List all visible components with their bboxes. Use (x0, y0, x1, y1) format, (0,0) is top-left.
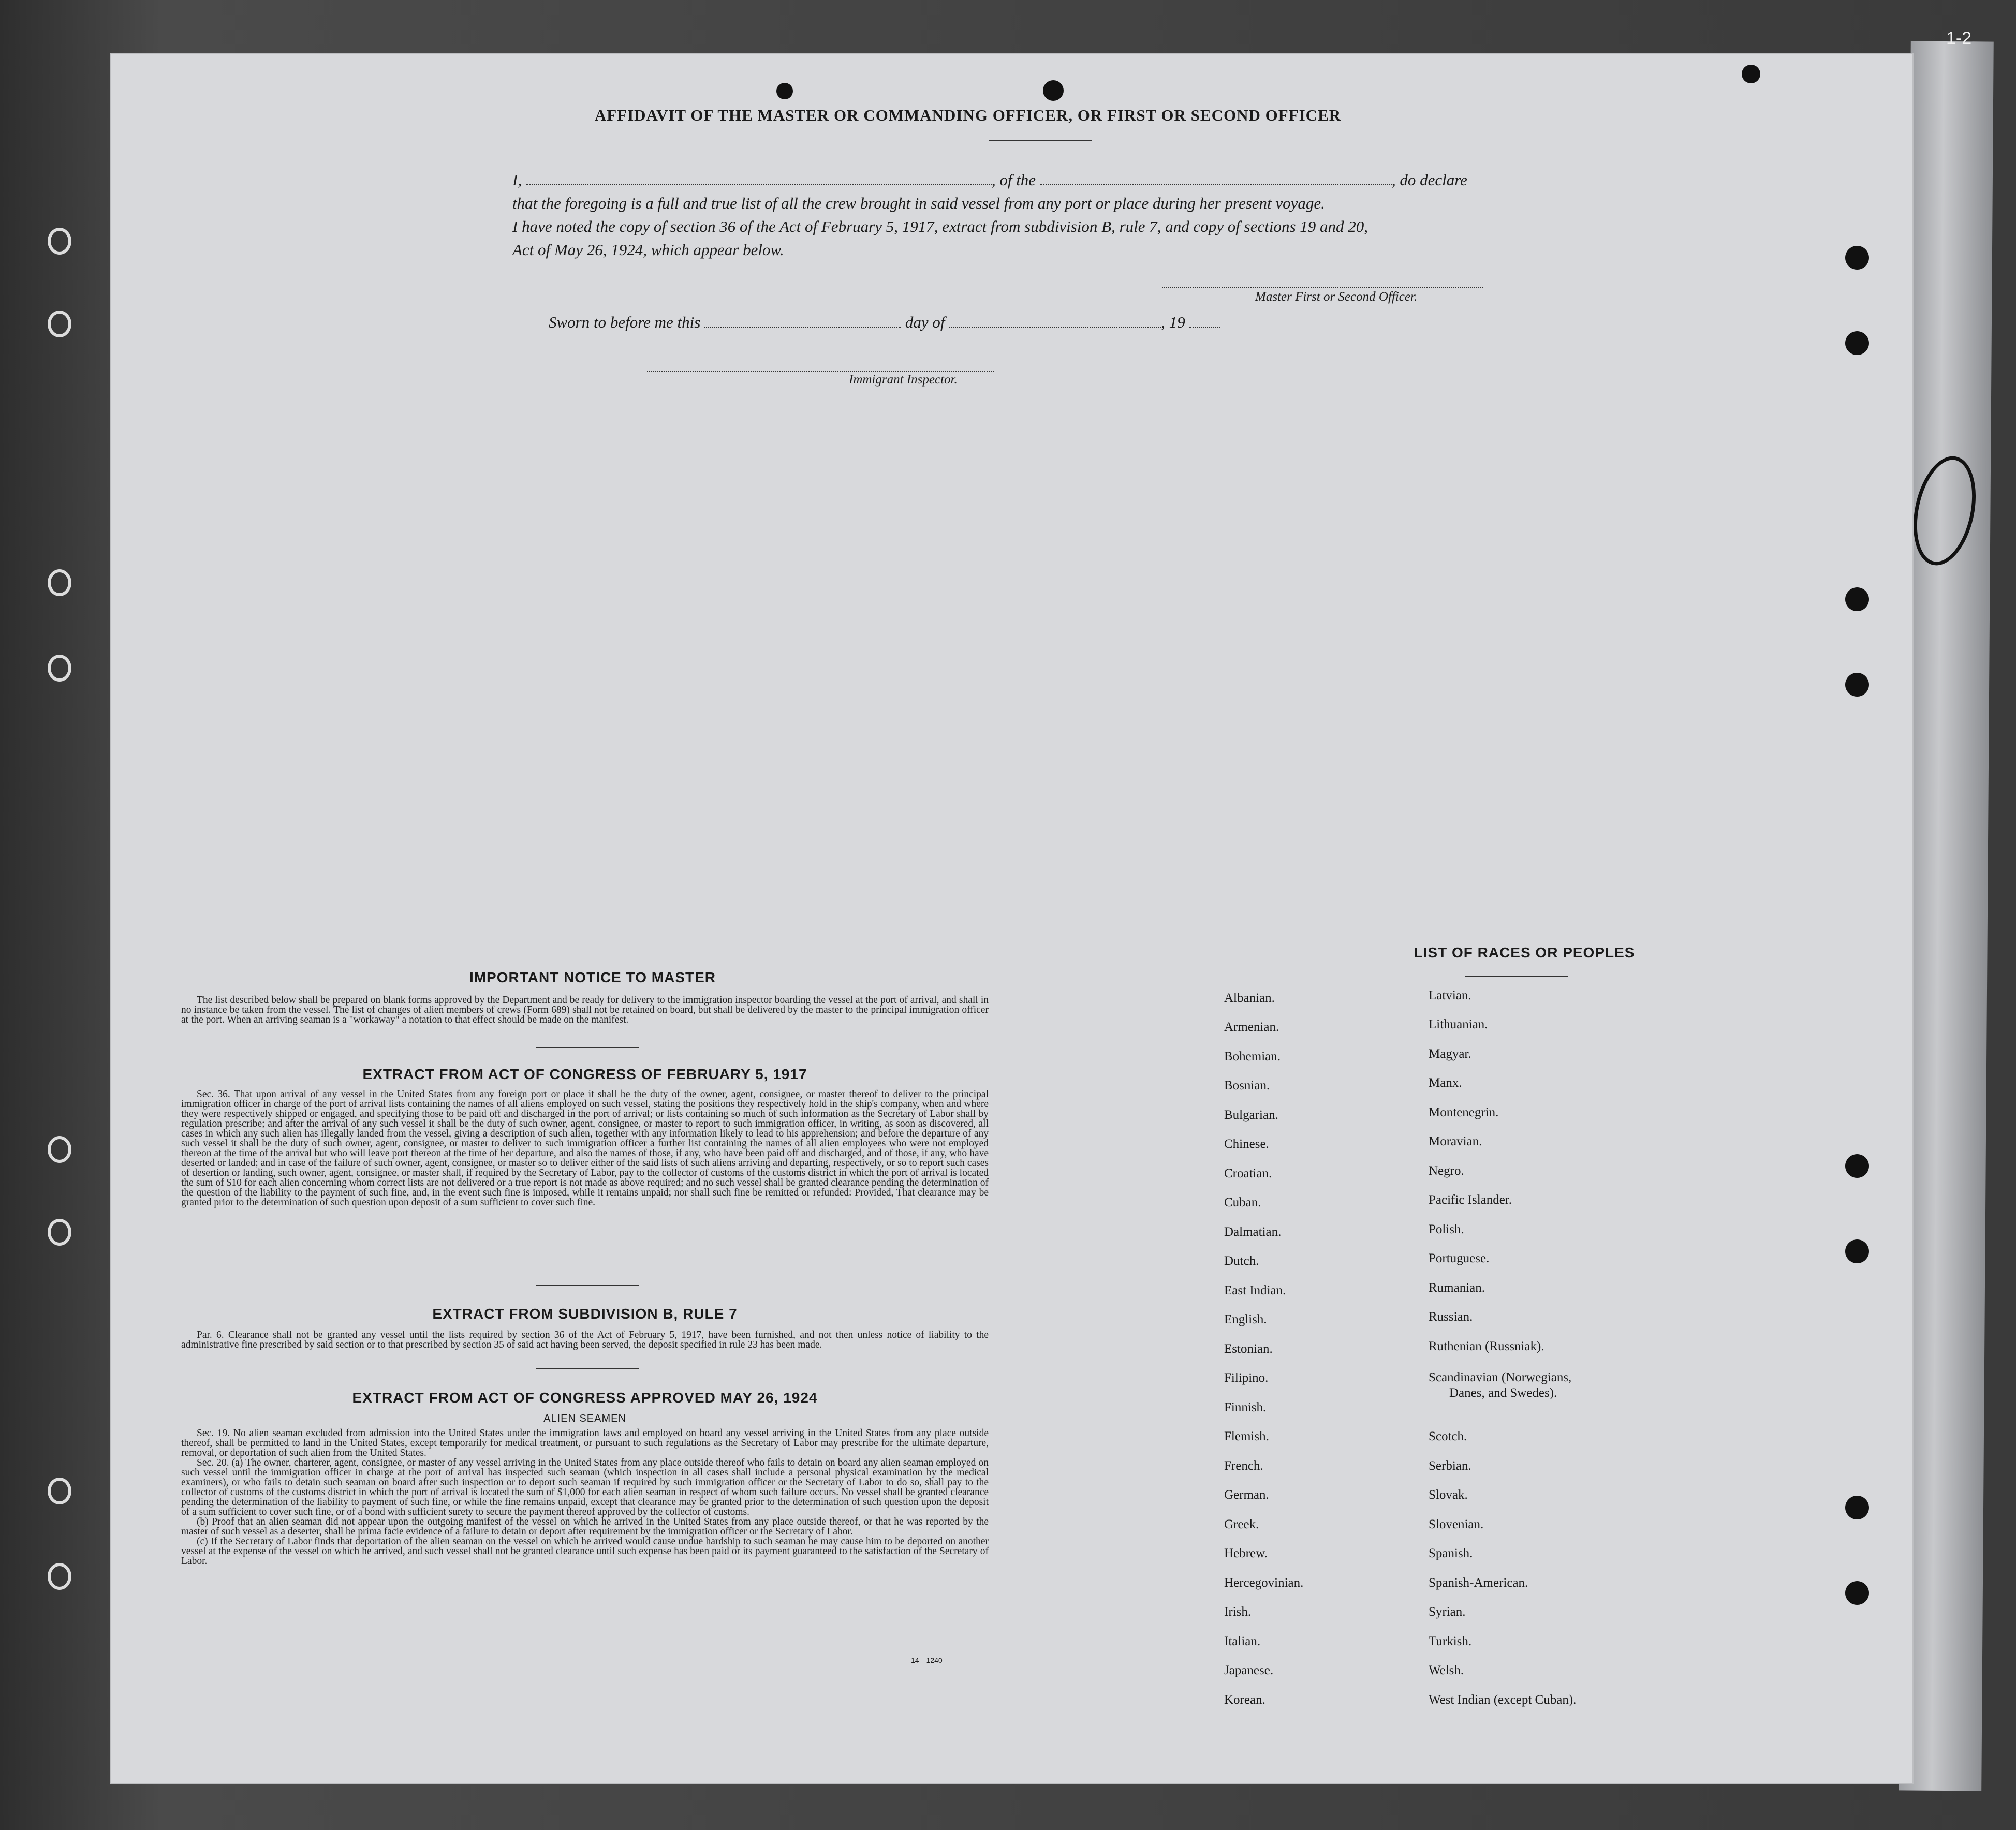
binder-hole (48, 228, 71, 255)
races-title: LIST OF RACES OR PEOPLES (1414, 944, 1635, 961)
race-item: Greek. (1224, 1517, 1259, 1531)
affidavit-line4: Act of May 26, 1924, which appear below. (512, 241, 784, 259)
sec20c-paragraph: (c) If the Secretary of Labor finds that deportation of the alien seaman on the vessel on which he arrived would cause undue hardship to such seaman he may cause him to be deported on another vessel at the expense of the vessel on which he arrived, and such vessel shall not be granted clearance until such expense has been paid or its payment guaranteed to the satisfaction of the Secretary of Labor. (181, 1536, 989, 1567)
race-item: Moravian. (1429, 1134, 1482, 1148)
rule7-title: EXTRACT FROM SUBDIVISION B, RULE 7 (432, 1306, 738, 1322)
handwritten-corner-note: 1-2 (1946, 28, 1972, 48)
vessel-blank (1040, 171, 1392, 185)
sworn-day-of: day of (905, 313, 945, 331)
punch-hole (1845, 1581, 1869, 1605)
race-item: Japanese. (1224, 1663, 1274, 1677)
sworn-month-blank (949, 313, 1161, 328)
race-item: Manx. (1429, 1076, 1462, 1090)
race-item: Slovak. (1429, 1488, 1468, 1502)
notice-text (181, 995, 989, 1025)
race-item: Bohemian. (1224, 1050, 1281, 1064)
sworn-text: Sworn to before me this (549, 313, 701, 331)
binder-hole (48, 311, 71, 337)
inspector-signature-label: Immigrant Inspector. (849, 373, 958, 387)
punch-hole (1845, 246, 1869, 270)
sec20b-paragraph: (b) Proof that an alien seaman did not appear upon the outgoing manifest of the vessel on which he arrived in the United States from any place outside thereof, or that he was reported by the master of such vessel as a deserter, shall be prima facie evidence of a failure to detain or deport after requirement by the immigration officer or the Secretary of Labor. (181, 1516, 989, 1537)
master-signature-label: Master First or Second Officer. (1255, 290, 1418, 304)
master-signature-line (1162, 287, 1483, 288)
sec19-paragraph: Sec. 19. No alien seaman excluded from admission into the United States under the immigration laws and employed on board any vessel arriving in the United States from any place outside thereof, shall be permitted to land in the United States, except temporarily for medical treatment, or pursuant to such regulations as the Secretary of Labor may prescribe for the ultimate departure, removal, or deportation of such alien from the United States. (181, 1428, 989, 1458)
race-item: Armenian. (1224, 1020, 1279, 1034)
race-item: Ruthenian (Russniak). (1429, 1339, 1544, 1353)
race-item: Polish. (1429, 1222, 1464, 1236)
races-divider (1465, 976, 1568, 977)
race-item: Scotch. (1429, 1429, 1467, 1443)
affidavit-declare: , do declare (1391, 171, 1467, 189)
title-underline (989, 140, 1092, 141)
affidavit-title: AFFIDAVIT OF THE MASTER OR COMMANDING OFFICER, OR FIRST OR SECOND OFFICER (594, 106, 1342, 124)
race-item: German. (1224, 1488, 1269, 1502)
race-item: Dalmatian. (1224, 1225, 1282, 1239)
binder-hole (48, 1219, 71, 1246)
races-right-column (1429, 988, 1739, 1765)
notice-paragraph: The list described below shall be prepared on blank forms approved by the Department and be ready for delivery to the immigration inspector boarding the vessel at the port of arrival, and shall in no instance be taken from the vessel. The list of changes of alien members of crews (Form 689) shall not be retained on board, but shall be delivered by the master to the principal immigration officer at the port. When an arriving seaman is a "workaway" a notation to that effect should be made on the manifest. (181, 995, 989, 1025)
race-item: Spanish. (1429, 1546, 1473, 1560)
race-item: West Indian (except Cuban). (1429, 1693, 1577, 1707)
race-item: Pacific Islander. (1429, 1193, 1512, 1207)
race-item: Hebrew. (1224, 1546, 1268, 1560)
form-number: 14—1240 (911, 1656, 943, 1664)
sworn-year: , 19 (1161, 313, 1185, 331)
extract-1924-title: EXTRACT FROM ACT OF CONGRESS APPROVED MAY 26, 1924 (352, 1390, 818, 1406)
race-item: Magyar. (1429, 1047, 1471, 1061)
underlying-page-edge (1899, 41, 1994, 1791)
manifest-page (111, 54, 1912, 1783)
inspector-signature-line (647, 371, 994, 372)
binder-hole (48, 1478, 71, 1504)
affidavit-line2: that the foregoing is a full and true list of all the crew brought in said vessel from any port or place during her present voyage. (512, 194, 1325, 212)
races-left-column (1224, 991, 1421, 1767)
race-item: Chinese. (1224, 1137, 1269, 1151)
race-item: Croatian. (1224, 1167, 1272, 1180)
race-item: Russian. (1429, 1310, 1473, 1324)
race-item: French. (1224, 1459, 1263, 1473)
race-item: Spanish-American. (1429, 1576, 1528, 1590)
extract-1917-divider (536, 1285, 639, 1286)
binder-hole (48, 1563, 71, 1590)
race-item: Negro. (1429, 1164, 1464, 1178)
race-item: English. (1224, 1312, 1267, 1326)
race-item: Finnish. (1224, 1400, 1267, 1414)
punch-hole (1845, 673, 1869, 697)
race-item: Filipino. (1224, 1371, 1269, 1385)
race-item: Welsh. (1429, 1663, 1464, 1677)
race-item: Albanian. (1224, 991, 1275, 1005)
extract-1917-title: EXTRACT FROM ACT OF CONGRESS OF FEBRUARY 5, 1917 (362, 1066, 807, 1082)
notice-title: IMPORTANT NOTICE TO MASTER (469, 969, 716, 985)
race-item: Montenegrin. (1429, 1105, 1499, 1119)
punch-hole (1845, 331, 1869, 355)
notice-divider (536, 1047, 639, 1048)
race-item: Slovenian. (1429, 1517, 1484, 1531)
affidavit-i: I, (512, 171, 522, 189)
race-item: Turkish. (1429, 1634, 1472, 1648)
race-item: Italian. (1224, 1634, 1261, 1648)
race-item: Dutch. (1224, 1254, 1259, 1268)
race-item: Rumanian. (1429, 1281, 1485, 1295)
race-item: Cuban. (1224, 1196, 1261, 1209)
binder-hole (48, 569, 71, 596)
race-item: Hercegovinian. (1224, 1576, 1304, 1590)
sworn-year-blank (1189, 313, 1220, 328)
race-item: Estonian. (1224, 1342, 1273, 1356)
race-item: Bosnian. (1224, 1079, 1270, 1093)
race-item: Korean. (1224, 1693, 1265, 1707)
race-item: Irish. (1224, 1605, 1252, 1619)
sworn-day-blank (704, 313, 901, 328)
race-item: Bulgarian. (1224, 1108, 1278, 1122)
race-item: East Indian. (1224, 1283, 1286, 1297)
race-item: Scandinavian (Norwegians, (1429, 1370, 1572, 1384)
staple-hole (776, 83, 793, 99)
staple-hole (1742, 65, 1760, 83)
punch-hole (1845, 1496, 1869, 1519)
race-item: Syrian. (1429, 1605, 1466, 1619)
binder-hole (48, 655, 71, 682)
rule7-text (181, 1330, 989, 1350)
rule7-paragraph: Par. 6. Clearance shall not be granted any vessel until the lists required by section 36 of the Act of February 5, 1917, have been furnished, and not then unless notice of liability to the administrative fine prescribed by said section or to that prescribed by section 35 of said act having been served, the deposit specified in rule 23 has been made. (181, 1330, 989, 1350)
punch-hole (1845, 587, 1869, 611)
race-item: Lithuanian. (1429, 1017, 1488, 1031)
race-item: Latvian. (1429, 988, 1471, 1002)
punch-hole (1845, 1154, 1869, 1178)
binder-hole (48, 1136, 71, 1163)
affidavit-text (512, 168, 1496, 261)
sec20a-paragraph: Sec. 20. (a) The owner, charterer, agent, consignee, or master of any vessel arriving in the United States from any place outside thereof who fails to detain on board any alien seaman employed on such vessel until the immigration officer in charge at the port of arrival has inspected such seaman (which inspection in all cases shall include a personal physical examination by the medical examiners), or who fails to detain such seaman on board after such inspection or to deport such seaman if required by such immigration officer or the Secretary of Labor to do so, shall pay to the collector of customs of the customs district in which the port of arrival is located the sum of $1,000 for each alien seaman in respect of whom such failure occurs. No vessel shall be granted clearance pending the determination of the liability to payment of such fine, or while the fine remains unpaid, except that clearance may be granted prior to the determination of such question upon the deposit of a sum sufficient to cover such fine, or of a bond with sufficient surety to secure the payment thereof approved by the collector of customs. (181, 1457, 989, 1517)
race-item: Flemish. (1224, 1429, 1269, 1443)
sworn-line (549, 311, 1532, 334)
race-item: Danes, and Swedes). (1449, 1386, 1557, 1400)
extract-1917-paragraph: Sec. 36. That upon arrival of any vessel in the United States from any foreign port or place it shall be the duty of the owner, agent, consignee, or master thereof to deliver to the principal immigration officer in charge of the port of arrival lists containing the names of all aliens employed on such vessel, stating the positions they respectively hold in the ship's company, when and where they were respectively shipped or engaged, and specifying those to be paid off and discharged in the port of arrival; or lists containing so much of such information as the Secretary of Labor shall by regulation prescribe; and after the arrival of any such vessel it shall be the duty of such owner, agent, consignee, or master to report to such immigration officer, in writing, as soon as discovered, all cases in which any such alien has illegally landed from the vessel, giving a description of such alien, together with any information likely to lead to his apprehension; and before the departure of any such vessel it shall be the duty of such owner, agent, consignee, or master to deliver to such immigration officer a further list containing the names of all alien employees who were not employed thereon at the time of the arrival but who will leave port thereon at the time of her departure, and also the names of those, if any, who have been paid off and discharged, and of those, if any, who have deserted or landed; and in case of the failure of such owner, agent, consignee, or master so to deliver either of the said lists of such aliens arriving and departing, respectively, or so to report such cases of desertion or landing, such owner, agent, consignee, or master shall, if required by the Secretary of Labor, pay to the collector of customs of the customs district in which the port of arrival is located the sum of $10 for each alien concerning whom correct lists are not delivered or a true report is not made as above required; and no such vessel shall be granted clearance pending the determination of the question of the liability to the payment of such fine, and, in the event such fine is imposed, while it remains unpaid; nor shall such fine be remitted or refunded: Provided, That clearance may be granted prior to the determination of such question upon deposit of a sum sufficient to cover such fine. (181, 1089, 989, 1208)
extract-1924-subtitle: ALIEN SEAMEN (543, 1413, 626, 1424)
affidavit-line3: I have noted the copy of section 36 of the Act of February 5, 1917, extract from subdivision B, rule 7, and copy of sections 19 and 20, (512, 217, 1368, 235)
affidavit-of-the: , of the (991, 171, 1036, 189)
rule7-divider (536, 1368, 639, 1369)
race-item: Serbian. (1429, 1459, 1471, 1473)
staple-hole (1043, 80, 1064, 101)
race-item: Portuguese. (1429, 1251, 1490, 1265)
punch-hole (1845, 1239, 1869, 1263)
extract-1917-text (181, 1089, 989, 1207)
extract-1924-text (181, 1428, 989, 1566)
name-blank (526, 171, 992, 185)
